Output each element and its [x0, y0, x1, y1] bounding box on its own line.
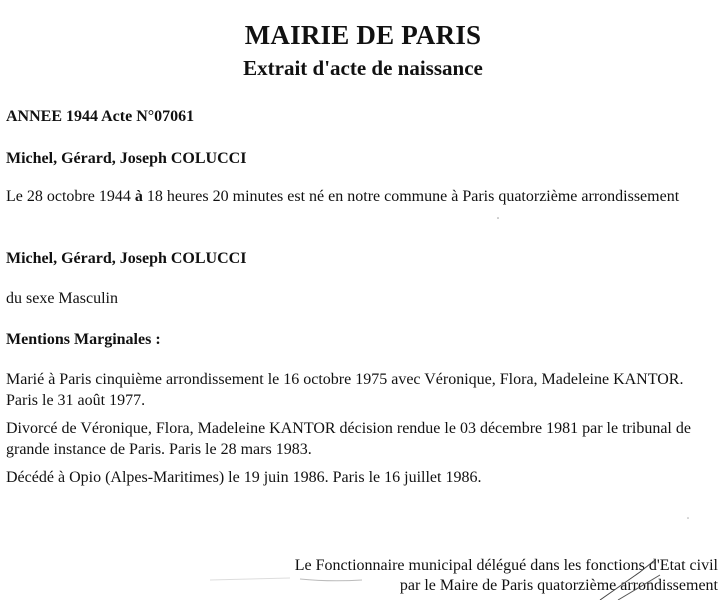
- mention-divorce: Divorcé de Véronique, Flora, Madeleine KANTOR décision rendue le 03 décembre 1981 par le tribunal de grande instance de Paris. Paris le 28 mars 1983.: [6, 420, 691, 458]
- signature-line-2: par le Maire de Paris quatorzième arrondissement: [399, 577, 718, 594]
- birth-statement-start: Le 28 octobre 1944: [6, 188, 135, 205]
- mention-death: Décédé à Opio (Alpes-Maritimes) le 19 juin 1986. Paris le 16 juillet 1986.: [6, 469, 482, 486]
- birth-statement: [6, 186, 706, 207]
- document-subtitle: Extrait d'acte de naissance: [243, 56, 483, 80]
- mentions-heading: Mentions Marginales :: [6, 331, 161, 348]
- acte-heading: ANNEE 1944 Acte N°07061: [6, 108, 195, 125]
- document-title: MAIRIE DE PARIS: [244, 20, 482, 50]
- mention-marriage: Marié à Paris cinquième arrondissement le 16 octobre 1975 avec Véronique, Flora, Madeleine KANTOR. Paris le 31 août 1977.: [6, 371, 684, 409]
- person-name-repeat: Michel, Gérard, Joseph COLUCCI: [6, 250, 247, 267]
- person-name-heading: Michel, Gérard, Joseph COLUCCI: [6, 150, 247, 167]
- sex-statement: du sexe Masculin: [6, 290, 118, 307]
- birth-statement-a: à: [134, 188, 143, 205]
- birth-statement-end: 18 heures 20 minutes est né en notre commune à Paris quatorzième arrondissement: [142, 188, 680, 205]
- signature-line-1: Le Fonctionnaire municipal délégué dans les fonctions d'Etat civil: [294, 557, 718, 574]
